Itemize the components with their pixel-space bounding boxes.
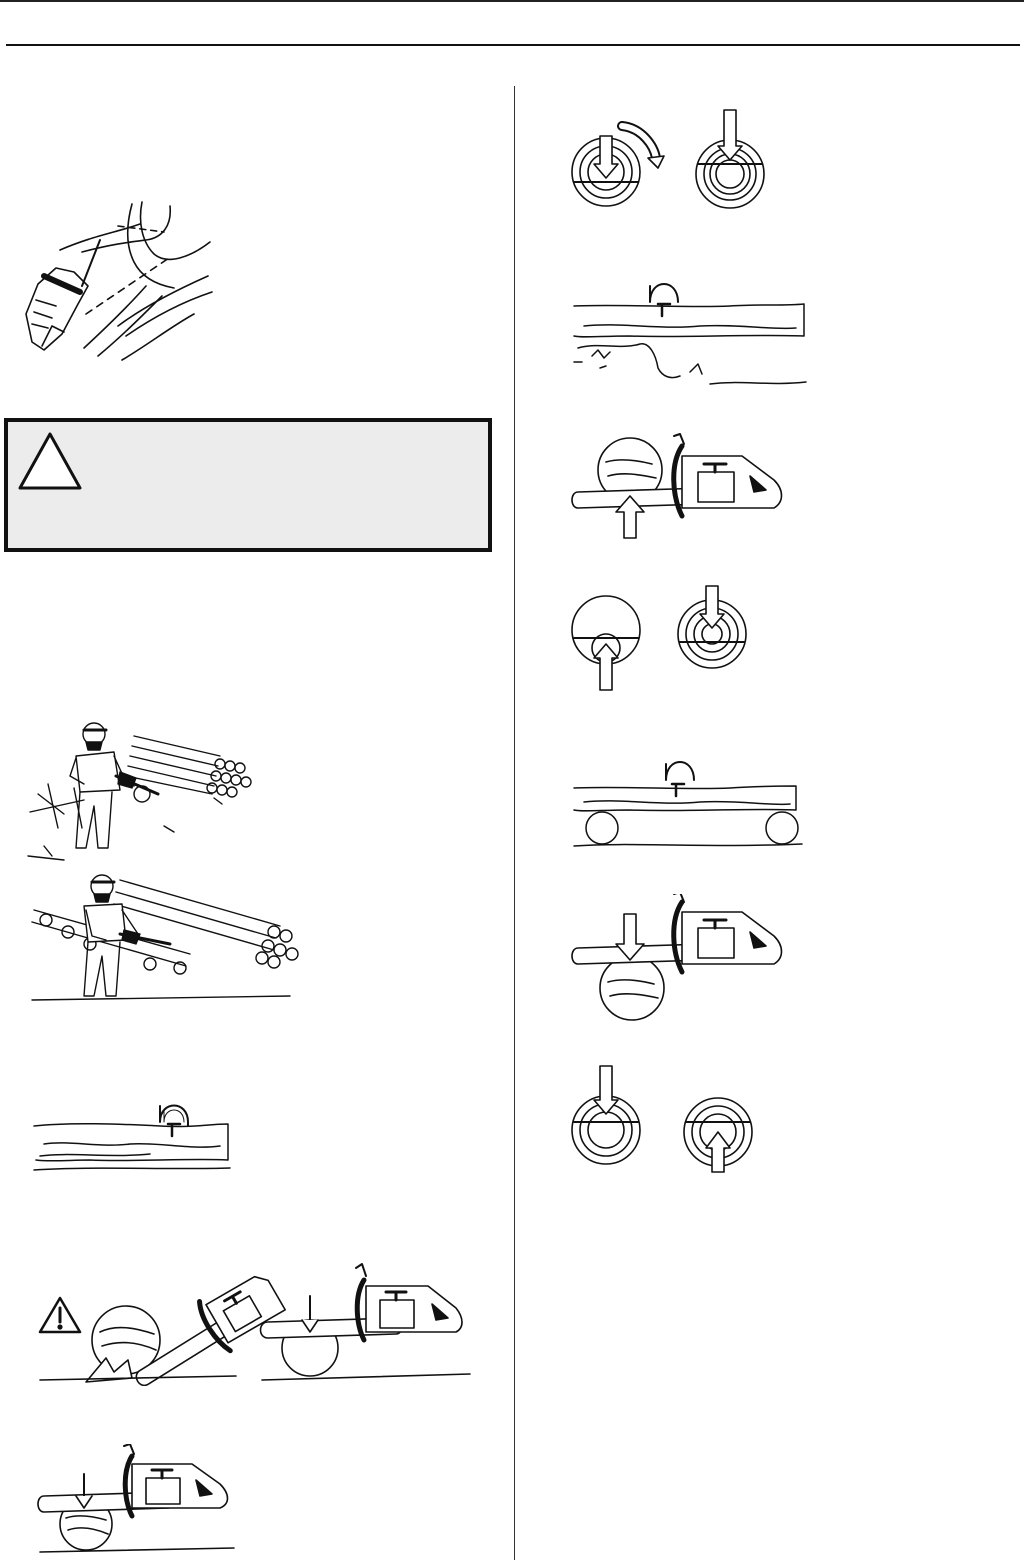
- kickback-ground-contact-icon: [36, 1262, 472, 1386]
- log-cross-section-cut-below-icon: [568, 584, 762, 694]
- log-supported-both-ends-icon: [570, 756, 806, 852]
- header-rule: [6, 44, 1020, 46]
- warning-triangle-icon: [16, 430, 84, 492]
- top-rule: [0, 0, 1024, 2]
- rotate-log-cut-icon: [566, 106, 772, 216]
- saw-cut-from-below-icon: [570, 432, 802, 544]
- operator-cutting-logs-on-sawhorse-icon: [24, 716, 272, 866]
- saw-cut-from-above-icon: [36, 1444, 236, 1556]
- log-on-ground-cut-icon: [30, 1096, 234, 1174]
- log-supported-one-end-icon: [570, 276, 808, 386]
- warning-box: [4, 418, 492, 552]
- column-divider: [514, 86, 515, 1560]
- saw-cut-from-above-supported-icon: [570, 894, 802, 1024]
- chainsaw-notch-cut-icon: [22, 196, 218, 368]
- operator-cutting-log-pile-icon: [30, 870, 300, 1006]
- log-cross-section-cut-above-below-icon: [568, 1060, 768, 1176]
